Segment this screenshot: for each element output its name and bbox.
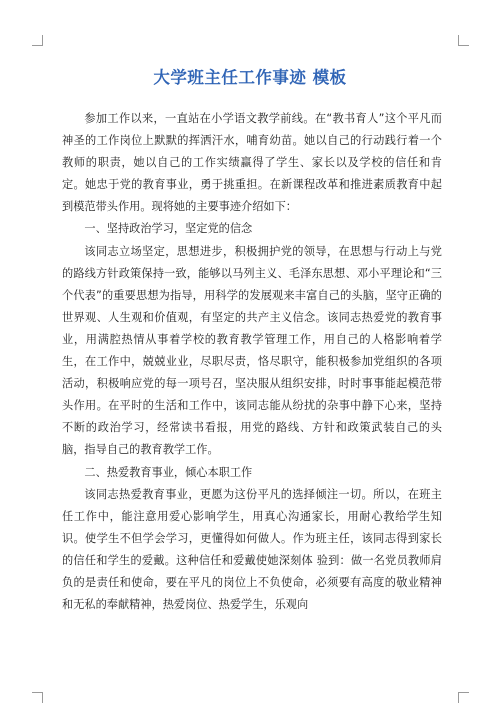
crop-mark-bottom-left xyxy=(32,692,43,703)
crop-mark-bottom-right xyxy=(458,692,469,703)
section-2-paragraph: 该同志热爱教育事业，更愿为这份平凡的选择倾注一切。所以，在班主任工作中，能注意用爱心影响学生，用真心沟通家长，用耐心教给学生知识。使学生不但学会学习，更懂得如何做人。作为班主任，该同志得到家长的信任和学生的爱戴。这种信任和爱戴使她深刻体 验到：做一名党员教师肩负的是责任和使命，要在平凡的岗位上不负使命，必须要有高度的敬业精神和无私的奉献精神，热爱岗位、热爱学生，乐观向 xyxy=(62,487,442,612)
crop-mark-top-left xyxy=(32,35,43,46)
document-body xyxy=(62,108,442,616)
intro-paragraph: 参加工作以来，一直站在小学语文教学前线。在“教书育人”这个平凡而神圣的工作岗位上默默的挥洒汗水，哺育幼苗。她以自己的行动践行着一个教师的职责，她以自己的工作实绩赢得了学生、家长以及学校的信任和肯定。她忠于党的教育事业，勇于挑重担。在新课程改革和推进素质教育中起到模范带头作用。现将她的主要事迹介绍如下： xyxy=(62,112,442,214)
section-1-paragraph: 该同志立场坚定，思想进步，积极拥护党的领导，在思想与行动上与党的路线方针政策保持一致，能够以马列主义、毛泽东思想、邓小平理论和“三个代表”的重要思想为指导，用科学的发展观来丰富自己的头脑，坚守正确的世界观、人生观和价值观，有坚定的共产主义信念。该同志热爱党的教育事业，用满腔热情从事着学校的教育教学管理工作，用自己的人格影响着学生，在工作中，兢兢业业，尽职尽责，恪尽职守，能积极参加党组织的各项活动，积极响应党的每一项号召，坚决服从组织安排，时时事事能起模范带头作用。在平时的生活和工作中，该同志能从纷扰的杂事中静下心来，坚持不断的政治学习，经常读书看报，用党的路线、方针和政策武装自己的头脑，指导自己的教育教学工作。 xyxy=(62,244,442,457)
section-heading-2: 二、热爱教育事业，倾心本职工作 xyxy=(84,465,253,479)
section-heading-1: 一、坚持政治学习，坚定党的信念 xyxy=(84,222,253,236)
document-title: 大学班主任工作事迹 模板 xyxy=(153,68,347,87)
crop-mark-top-right xyxy=(458,35,469,46)
